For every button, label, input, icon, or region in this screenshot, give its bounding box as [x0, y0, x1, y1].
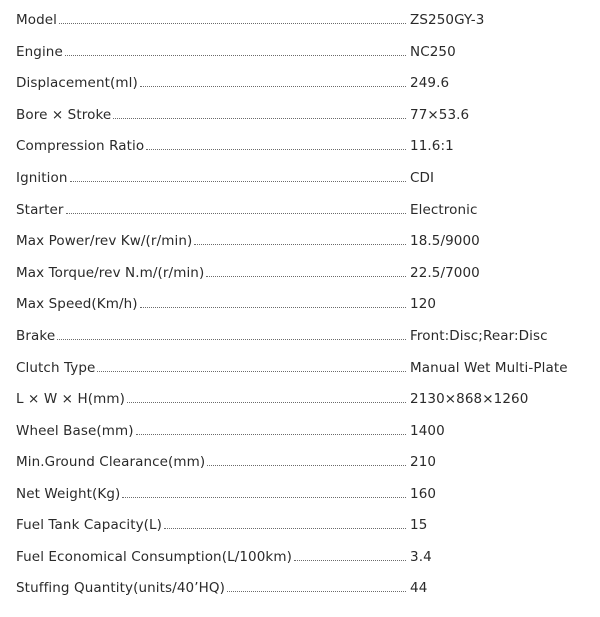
spec-label: Clutch Type: [16, 360, 96, 376]
spec-row-fuel-consumption: [16, 546, 596, 568]
spec-label: L × W × H(mm): [16, 391, 125, 407]
dot-leader: [113, 117, 406, 119]
spec-value: CDI: [410, 170, 435, 186]
spec-label: Compression Ratio: [16, 138, 145, 154]
spec-row-displacement: [16, 72, 596, 94]
spec-label: Stuffing Quantity(units/40’HQ): [16, 580, 225, 596]
spec-value: 249.6: [410, 75, 450, 91]
dot-leader: [294, 559, 406, 561]
spec-row-stuffing-quantity: [16, 577, 596, 599]
dot-leader: [227, 590, 406, 592]
spec-row-compression-ratio: [16, 135, 596, 157]
spec-label: Net Weight(Kg): [16, 486, 121, 502]
spec-value: 44: [410, 580, 428, 596]
spec-row-starter: [16, 199, 596, 221]
dot-leader: [164, 527, 406, 529]
spec-value: 22.5/7000: [410, 265, 480, 281]
spec-row-wheel-base: [16, 420, 596, 442]
spec-value: 1400: [410, 423, 445, 439]
spec-row-model: [16, 9, 596, 31]
spec-label: Engine: [16, 44, 63, 60]
dot-leader: [66, 212, 406, 214]
spec-row-brake: [16, 325, 596, 347]
spec-row-dimensions: [16, 388, 596, 410]
spec-value: Manual Wet Multi-Plate: [410, 360, 568, 376]
dot-leader: [194, 243, 406, 245]
spec-label: Fuel Economical Consumption(L/100km): [16, 549, 292, 565]
spec-row-engine: [16, 41, 596, 63]
spec-value: 120: [410, 296, 437, 312]
dot-leader: [65, 54, 406, 56]
spec-value: 160: [410, 486, 437, 502]
dot-leader: [140, 306, 406, 308]
spec-value: 15: [410, 517, 428, 533]
spec-label: Bore × Stroke: [16, 107, 112, 123]
dot-leader: [70, 180, 406, 182]
spec-label: Model: [16, 12, 58, 28]
dot-leader: [59, 22, 406, 24]
dot-leader: [146, 148, 406, 150]
dot-leader: [136, 433, 406, 435]
spec-value: 77×53.6: [410, 107, 470, 123]
spec-label: Brake: [16, 328, 56, 344]
spec-value: Electronic: [410, 202, 478, 218]
spec-value: 210: [410, 454, 437, 470]
spec-value: 11.6:1: [410, 138, 454, 154]
spec-row-max-torque: [16, 262, 596, 284]
spec-label: Ignition: [16, 170, 68, 186]
spec-row-clutch-type: [16, 357, 596, 379]
spec-label: Max Speed(Km/h): [16, 296, 138, 312]
spec-value: 3.4: [410, 549, 432, 565]
dot-leader: [122, 496, 406, 498]
spec-label: Starter: [16, 202, 64, 218]
spec-label: Min.Ground Clearance(mm): [16, 454, 206, 470]
spec-label: Wheel Base(mm): [16, 423, 134, 439]
spec-value: 2130×868×1260: [410, 391, 529, 407]
spec-row-bore-stroke: [16, 104, 596, 126]
dot-leader: [97, 370, 406, 372]
spec-row-max-power: [16, 230, 596, 252]
spec-row-ignition: [16, 167, 596, 189]
spec-label: Fuel Tank Capacity(L): [16, 517, 163, 533]
spec-row-fuel-tank-capacity: [16, 514, 596, 536]
dot-leader: [207, 464, 406, 466]
dot-leader: [140, 85, 406, 87]
dot-leader: [127, 401, 406, 403]
spec-label: Max Torque/rev N.m/(r/min): [16, 265, 205, 281]
spec-value: NC250: [410, 44, 456, 60]
dot-leader: [57, 338, 406, 340]
spec-label: Max Power/rev Kw/(r/min): [16, 233, 193, 249]
spec-value: Front:Disc;Rear:Disc: [410, 328, 548, 344]
dot-leader: [206, 275, 406, 277]
spec-row-net-weight: [16, 483, 596, 505]
spec-value: ZS250GY-3: [410, 12, 485, 28]
spec-row-max-speed: [16, 293, 596, 315]
spec-row-ground-clearance: [16, 451, 596, 473]
spec-value: 18.5/9000: [410, 233, 480, 249]
spec-label: Displacement(ml): [16, 75, 138, 91]
